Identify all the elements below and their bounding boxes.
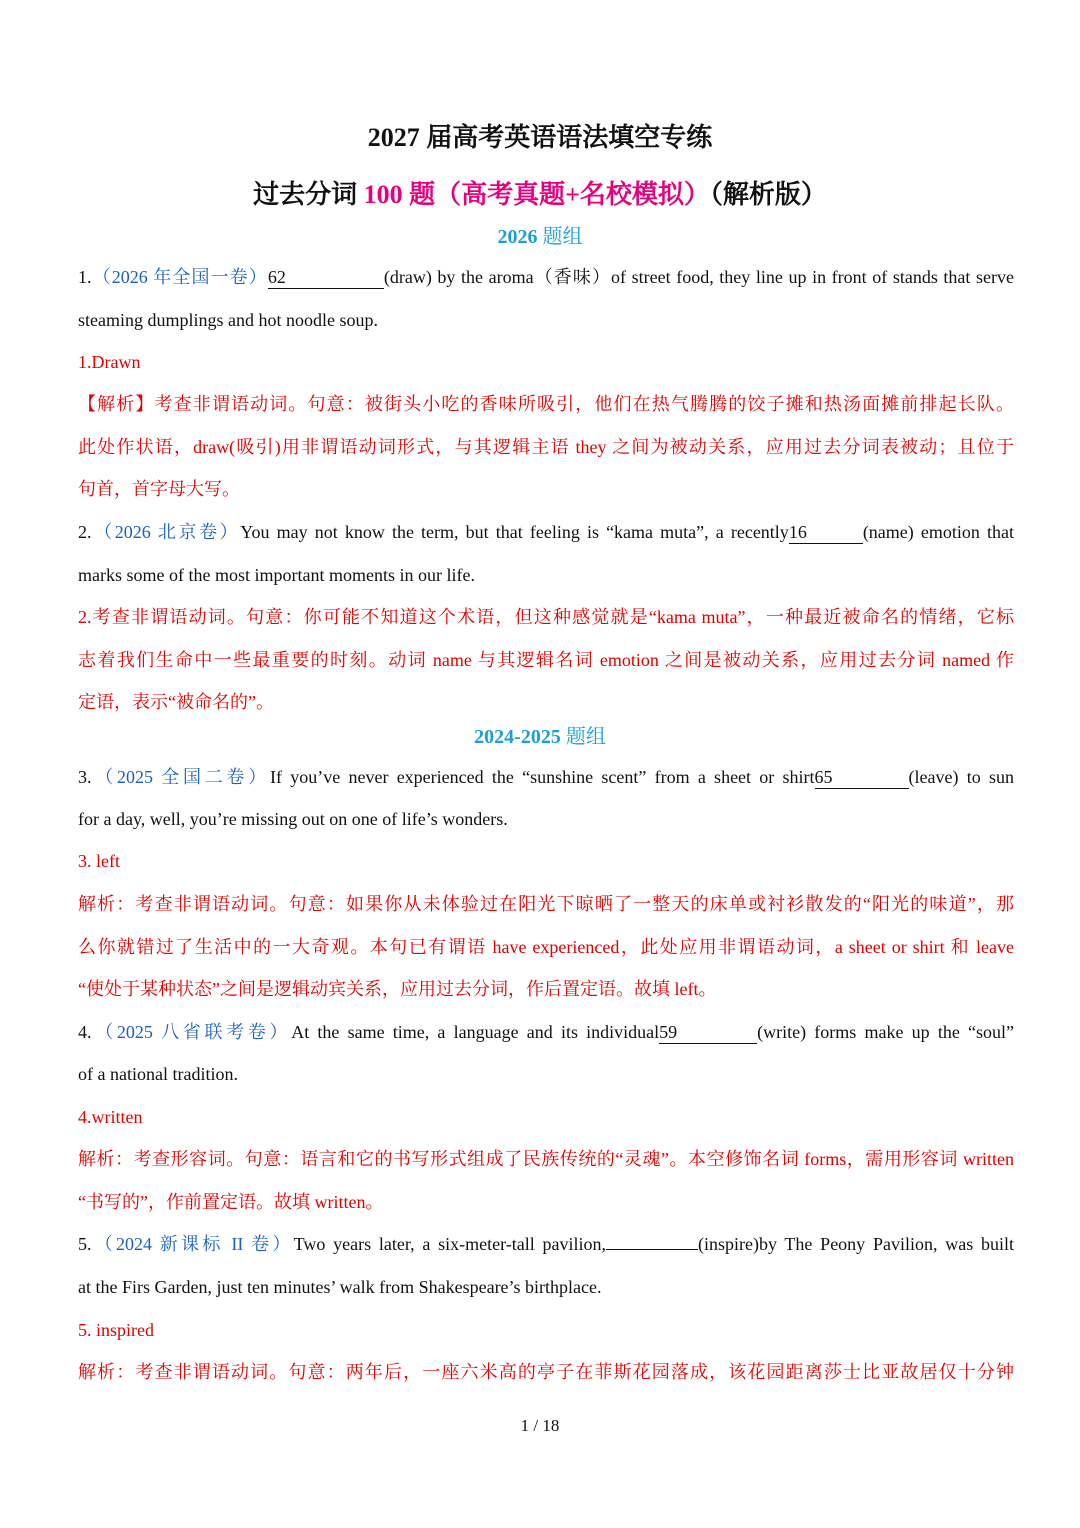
question-text-post: (name) emotion that: [862, 522, 1014, 542]
question-4-explanation-2: “书写的”，作前置定语。故填 written。: [78, 1192, 384, 1212]
question-5-line-2: at the Firs Garden, just ten minutes’ walk from Shakespeare’s birthplace.: [78, 1277, 602, 1297]
question-1-explanation-1: 【解析】考查非谓语动词。句意：被街头小吃的香味所吸引，他们在热气腾腾的饺子摊和热汤面摊前排起长队。: [78, 394, 1014, 414]
question-source: （2024 新课标 II 卷）: [91, 1234, 294, 1254]
question-1-line-1: [78, 262, 1014, 292]
question-5-answer: 5. inspired: [78, 1320, 154, 1340]
group-heading-2026: [0, 222, 1080, 252]
question-4-line-1: [78, 1017, 1014, 1047]
question-3-explanation-2: 么你就错过了生活中的一大奇观。本句已有谓语 have experienced，此处应用非谓语动词，a sheet or shirt 和 leave: [78, 937, 1014, 957]
subtitle-part-b: 100 题（高考真题+名校模拟）: [363, 180, 710, 209]
answer-blank-empty: [606, 1249, 698, 1250]
question-text: (draw) by the aroma（香味）of street food, they line up in front of stands that serve: [383, 267, 1014, 287]
group-label: 题组: [560, 726, 606, 748]
answer-blank: 59: [659, 1021, 757, 1044]
subtitle-part-a: 过去分词: [253, 180, 364, 209]
question-2-explanation-2: 志着我们生命中一些最重要的时刻。动词 name 与其逻辑名词 emotion 之间是被动关系，应用过去分词 named 作: [78, 650, 1014, 670]
group-year: 2024-2025: [474, 726, 561, 748]
question-number: 3.: [78, 767, 92, 787]
question-source: （2026 年全国一卷）: [91, 267, 268, 287]
group-label: 题组: [537, 226, 583, 248]
question-number: 5.: [78, 1234, 92, 1254]
question-4-explanation-1: 解析：考查形容词。句意：语言和它的书写形式组成了民族传统的“灵魂”。本空修饰名词 forms，需用形容词 written: [78, 1149, 1014, 1169]
question-2-line-2: marks some of the most important moments in our life.: [78, 565, 475, 585]
question-text: If you’ve never experienced the “sunshine scent” from a sheet or shirt: [270, 767, 815, 787]
question-1-explanation-2: 此处作状语，draw(吸引)用非谓语动词形式，与其逻辑主语 they 之间为被动关系，应用过去分词表被动；且位于: [78, 437, 1014, 457]
page-number: 1 / 18: [520, 1416, 560, 1435]
question-2-explanation-3: 定语，表示“被命名的”。: [78, 692, 274, 712]
question-3-explanation-1: 解析：考查非谓语动词。句意：如果你从未体验过在阳光下晾晒了一整天的床单或衬衫散发的“阳光的味道”，那: [78, 894, 1014, 914]
question-source: （2025 八省联考卷）: [91, 1022, 292, 1042]
answer-blank: 16: [789, 521, 863, 544]
question-text-post: (leave) to sun: [908, 767, 1015, 787]
question-text: You may not know the term, but that feeling is “kama muta”, a recently: [240, 522, 789, 542]
question-text: At the same time, a language and its individual: [291, 1022, 660, 1042]
answer-blank: 65: [815, 766, 909, 789]
question-5-line-1: [78, 1229, 1014, 1259]
document-subtitle: [0, 176, 1080, 214]
question-2-explanation-1: 2.考查非谓语动词。句意：你可能不知道这个术语，但这种感觉就是“kama muta”，一种最近被命名的情绪，它标: [78, 607, 1014, 627]
question-1-answer: 1.Drawn: [78, 352, 141, 372]
question-1-explanation-3: 句首，首字母大写。: [78, 479, 240, 499]
question-source: （2026 北京卷）: [91, 522, 241, 542]
question-5-explanation-1: 解析：考查非谓语动词。句意：两年后，一座六米高的亭子在菲斯花园落成，该花园距离莎士比亚故居仅十分钟: [78, 1362, 1014, 1382]
document-title: 2027 届高考英语语法填空专练: [367, 123, 713, 152]
group-year: 2026: [497, 226, 538, 248]
question-text: Two years later, a six-meter-tall pavilion,: [293, 1234, 607, 1254]
question-1-line-2: steaming dumplings and hot noodle soup.: [78, 310, 378, 330]
group-heading-2024-2025: [0, 722, 1080, 752]
question-text-post: (inspire)by The Peony Pavilion, was built: [698, 1234, 1014, 1254]
question-source: （2025 全国二卷）: [91, 767, 270, 787]
question-number: 4.: [78, 1022, 92, 1042]
question-3-explanation-3: “使处于某种状态”之间是逻辑动宾关系，应用过去分词，作后置定语。故填 left。: [78, 979, 717, 999]
answer-blank: 62: [268, 266, 384, 289]
question-3-answer: 3. left: [78, 851, 120, 871]
question-text-post: (write) forms make up the “soul”: [757, 1022, 1015, 1042]
subtitle-part-c: （解析版）: [709, 180, 827, 209]
question-3-line-2: for a day, well, you’re missing out on one of life’s wonders.: [78, 809, 508, 829]
question-number: 1.: [78, 267, 92, 287]
question-number: 2.: [78, 522, 92, 542]
question-3-line-1: [78, 762, 1014, 792]
question-4-line-2: of a national tradition.: [78, 1064, 238, 1084]
question-2-line-1: [78, 517, 1014, 547]
question-4-answer: 4.written: [78, 1107, 143, 1127]
